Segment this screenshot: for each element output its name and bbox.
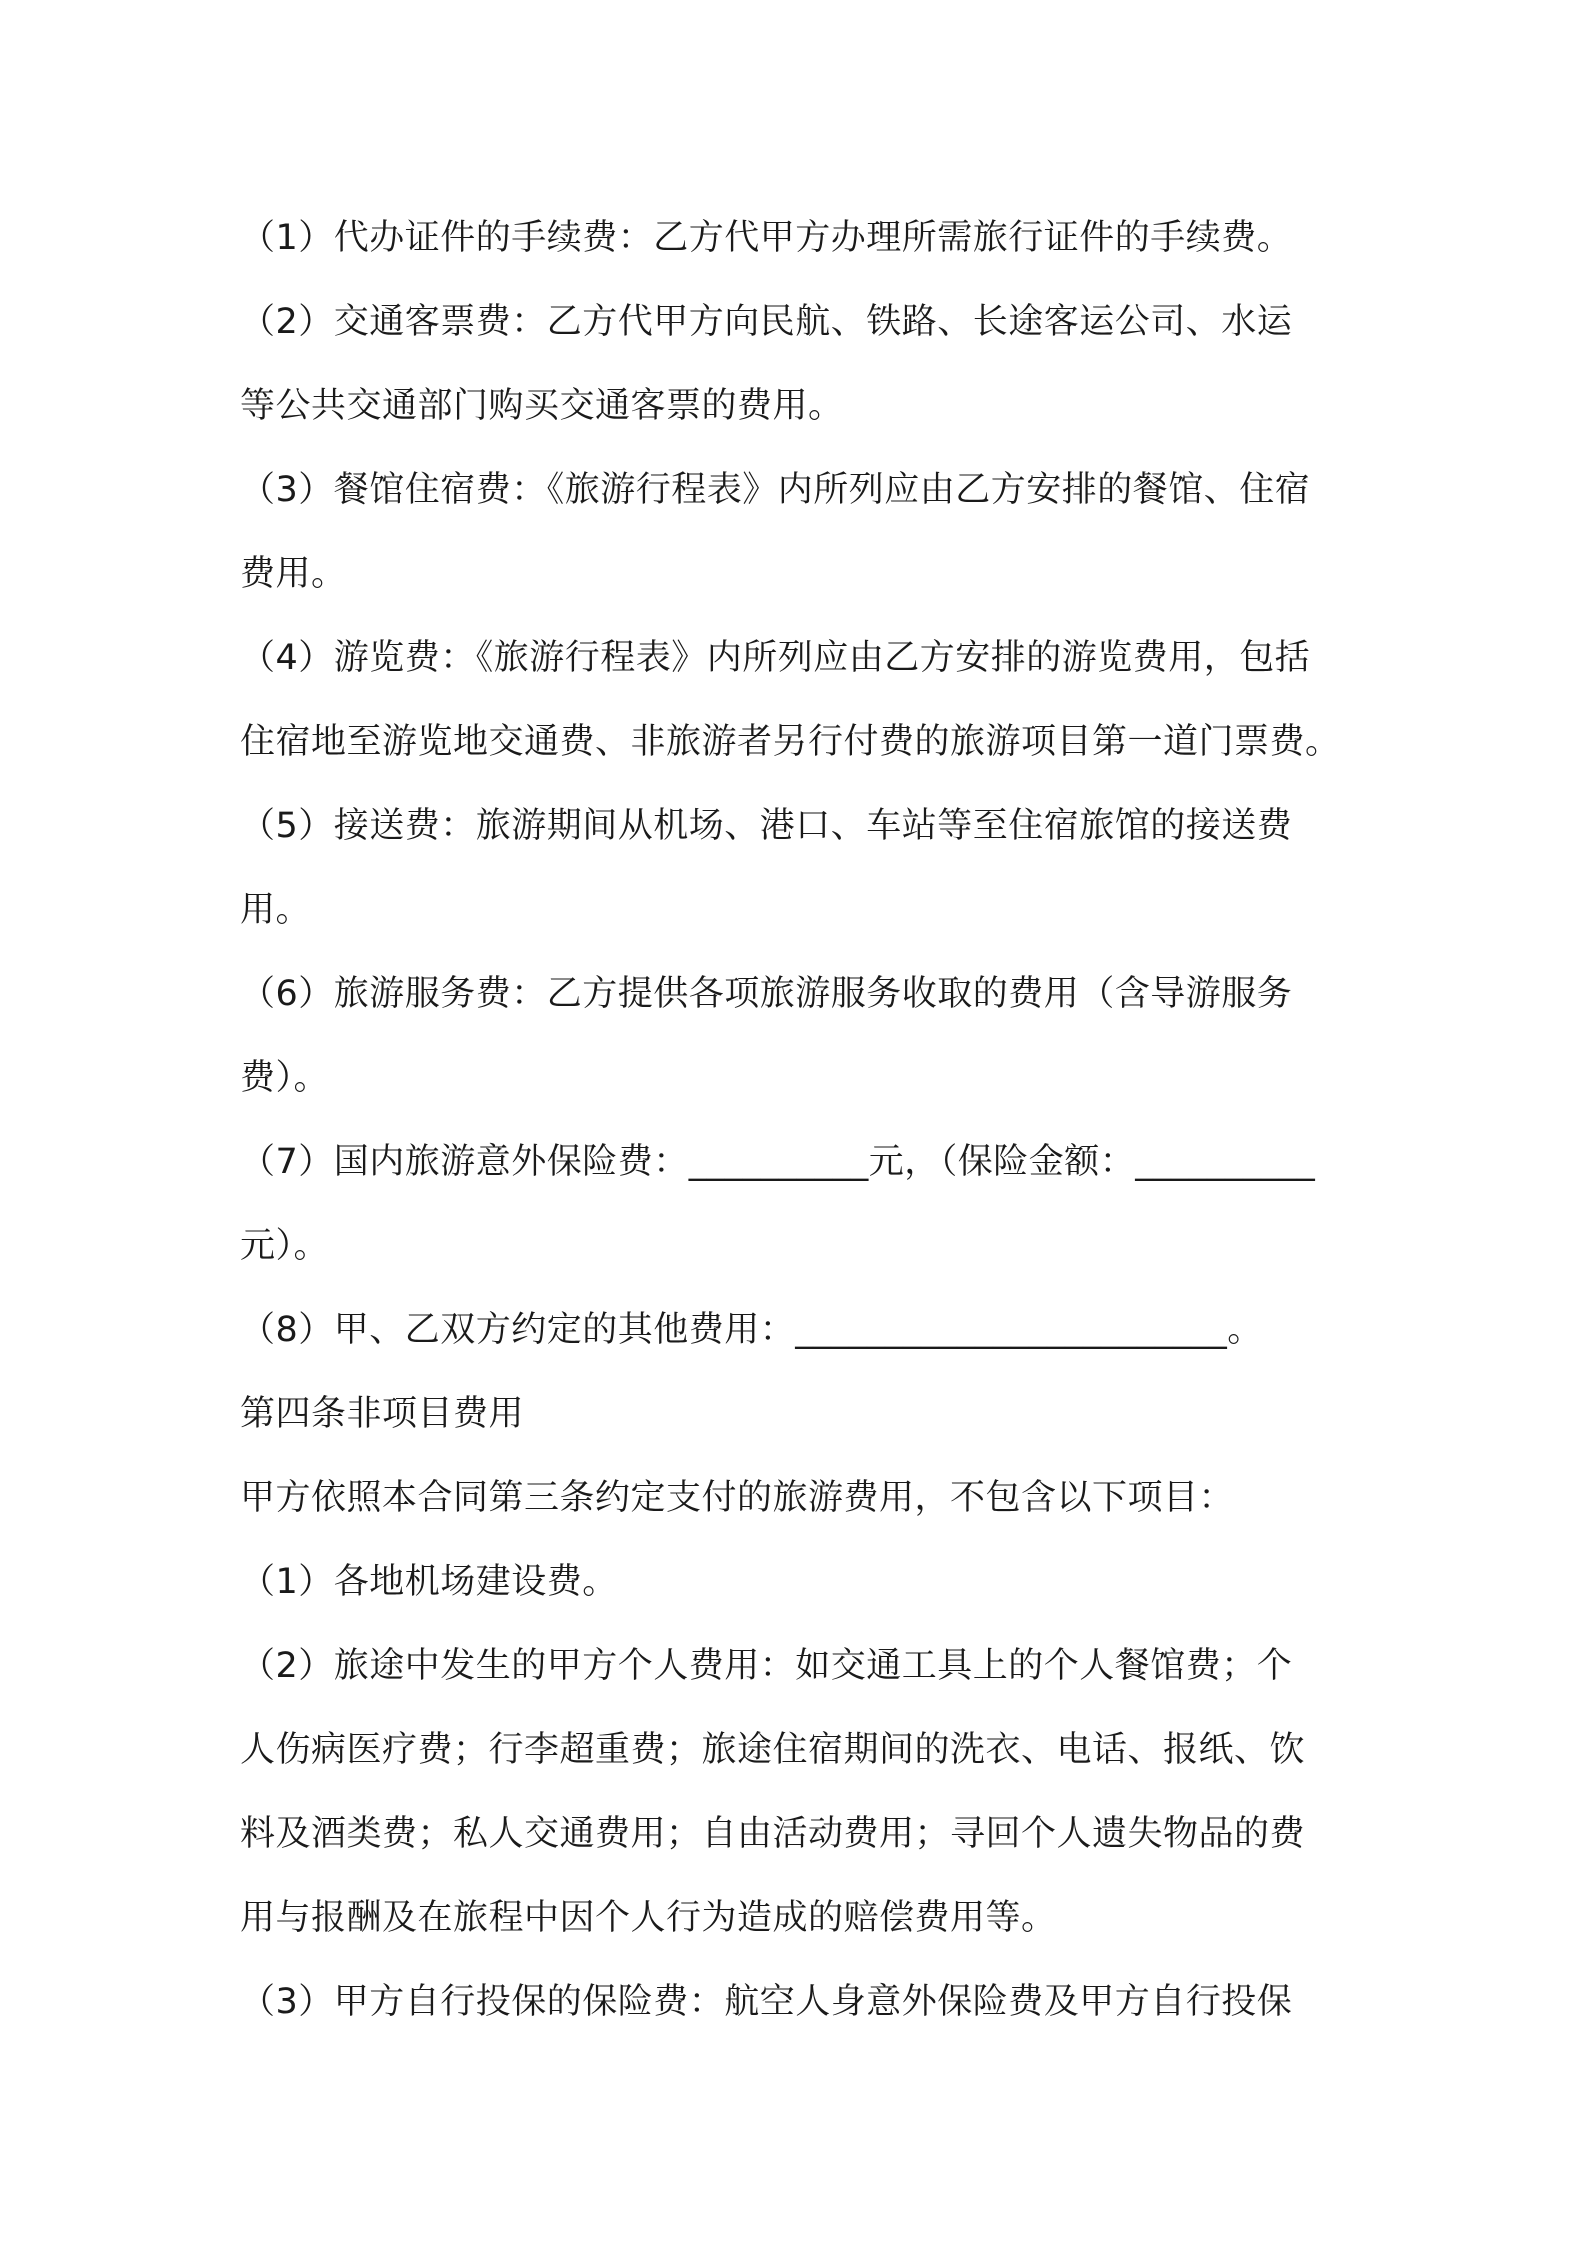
text-line: （5）接送费：旅游期间从机场、港口、车站等至住宿旅馆的接送费 [240,806,1293,846]
section-heading: 第四条非项目费用 [240,1394,525,1434]
text-line: （2）交通客票费：乙方代甲方向民航、铁路、长途客运公司、水运 [240,302,1293,342]
text-line: （2）旅途中发生的甲方个人费用：如交通工具上的个人餐馆费；个 [240,1646,1293,1686]
text-line: （3）甲方自行投保的保险费：航空人身意外保险费及甲方自行投保 [240,1982,1293,2022]
text-line: 住宿地至游览地交通费、非旅游者另行付费的旅游项目第一道门票费。 [240,722,1341,762]
text-line: 人伤病医疗费；行李超重费；旅途住宿期间的洗衣、电话、报纸、饮 [240,1730,1306,1770]
text-line: 等公共交通部门购买交通客票的费用。 [240,386,844,426]
text-line: （1）各地机场建设费。 [240,1562,618,1602]
text-line: （3）餐馆住宿费：《旅游行程表》内所列应由乙方安排的餐馆、住宿 [240,470,1311,510]
text-line: 甲方依照本合同第三条约定支付的旅游费用，不包含以下项目： [240,1478,1235,1518]
text-line: （7）国内旅游意外保险费：__________元，（保险金额：__________ [240,1142,1316,1182]
text-line: 料及酒类费；私人交通费用；自由活动费用；寻回个人遗失物品的费 [240,1814,1306,1854]
text-line: （8）甲、乙双方约定的其他费用：________________________。 [240,1310,1263,1350]
text-line: 费用。 [240,554,347,594]
text-line: 费）。 [240,1058,330,1098]
text-line: （4）游览费：《旅游行程表》内所列应由乙方安排的游览费用，包括 [240,638,1311,678]
text-line: （6）旅游服务费：乙方提供各项旅游服务收取的费用（含导游服务 [240,974,1293,1014]
text-line: 用。 [240,890,312,930]
text-line: 用与报酬及在旅程中因个人行为造成的赔偿费用等。 [240,1898,1057,1938]
text-line: （1）代办证件的手续费：乙方代甲方办理所需旅行证件的手续费。 [240,218,1293,258]
document-body [240,196,1360,2044]
text-line: 元）。 [240,1226,330,1266]
